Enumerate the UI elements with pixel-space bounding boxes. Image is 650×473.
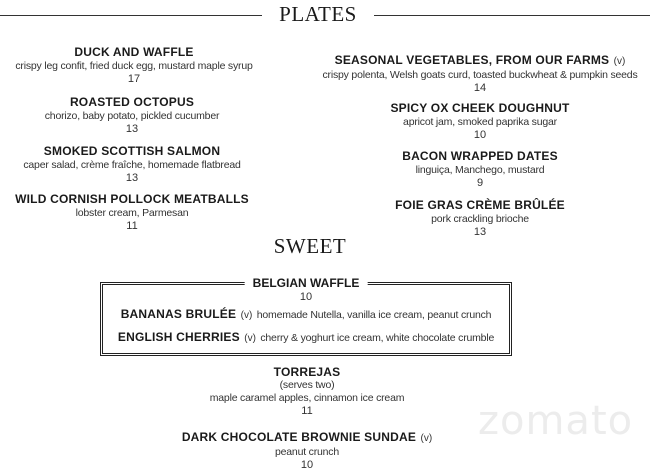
- menu-item: [23, 145, 240, 186]
- option-desc: homemade Nutella, vanilla ice cream, peanut crunch: [256, 309, 492, 321]
- item-name: SPICY OX CHEEK DOUGHNUT: [390, 101, 570, 115]
- menu-item: [182, 430, 432, 473]
- item-price: 13: [125, 172, 139, 184]
- item-name: DARK CHOCOLATE BROWNIE SUNDAE: [181, 430, 417, 444]
- item-desc: maple caramel apples, cinnamon ice cream: [209, 392, 405, 404]
- box-title: BELGIAN WAFFLE: [245, 276, 368, 290]
- item-name: BACON WRAPPED DATES: [402, 149, 558, 163]
- vegetarian-tag: (v): [420, 433, 433, 444]
- option-desc: cherry & yoghurt ice cream, white chocolate crumble: [260, 332, 495, 344]
- item-price: 11: [126, 220, 138, 232]
- item-desc: pork crackling brioche: [431, 212, 529, 225]
- item-name: FOIE GRAS CRÈME BRÛLÉE: [395, 198, 565, 212]
- item-desc: chorizo, baby potato, pickled cucumber: [44, 109, 220, 122]
- item-desc: crispy polenta, Welsh goats curd, toasted buckwheat & pumpkin seeds: [322, 68, 638, 81]
- item-price: 13: [473, 226, 487, 238]
- box-price: 10: [299, 291, 313, 303]
- item-desc: lobster cream, Parmesan: [75, 206, 189, 219]
- section-title-sweet: SWEET: [273, 234, 347, 258]
- item-price: 10: [473, 129, 487, 141]
- item-price: 11: [301, 405, 313, 417]
- item-name: WILD CORNISH POLLOCK MEATBALLS: [15, 192, 249, 206]
- menu-item: [322, 53, 637, 96]
- item-price: 9: [476, 177, 484, 189]
- item-name: ROASTED OCTOPUS: [69, 95, 195, 109]
- menu-item: [15, 193, 249, 234]
- divider-left: [0, 15, 262, 16]
- waffle-option: [118, 328, 494, 346]
- item-name: TORREJAS: [273, 365, 341, 379]
- menu-item: [210, 366, 405, 418]
- waffle-option: [121, 305, 492, 323]
- vegetarian-tag: (v): [244, 333, 256, 344]
- menu-item: [402, 150, 558, 191]
- menu-item: [395, 199, 565, 240]
- section-title-plates: PLATES: [279, 2, 357, 26]
- vegetarian-tag: (v): [240, 310, 253, 321]
- item-name: SMOKED SCOTTISH SALMON: [43, 144, 221, 158]
- belgian-waffle-box: [100, 276, 512, 356]
- vegetarian-tag: (v): [613, 56, 626, 67]
- menu-item: [45, 96, 220, 137]
- item-desc: peanut crunch: [275, 445, 339, 458]
- item-price: 13: [125, 123, 139, 135]
- menu-item: [390, 102, 569, 143]
- menu-item: [15, 46, 252, 87]
- option-name: ENGLISH CHERRIES: [117, 330, 240, 344]
- item-price: 17: [127, 73, 141, 85]
- item-desc: apricot jam, smoked paprika sugar: [403, 115, 557, 128]
- item-name: SEASONAL VEGETABLES, FROM OUR FARMS: [334, 53, 610, 67]
- item-name: DUCK AND WAFFLE: [74, 45, 194, 59]
- item-desc: caper salad, crème fraîche, homemade flatbread: [23, 158, 241, 171]
- item-desc: linguiça, Manchego, mustard: [415, 163, 545, 176]
- watermark: zomato: [478, 398, 634, 444]
- option-name: BANANAS BRULÉE: [120, 307, 237, 321]
- item-price: 14: [473, 82, 487, 94]
- divider-right: [374, 15, 650, 16]
- item-note: (serves two): [279, 379, 335, 391]
- item-desc: crispy leg confit, fried duck egg, mustard maple syrup: [15, 59, 253, 72]
- item-price: 10: [300, 459, 314, 471]
